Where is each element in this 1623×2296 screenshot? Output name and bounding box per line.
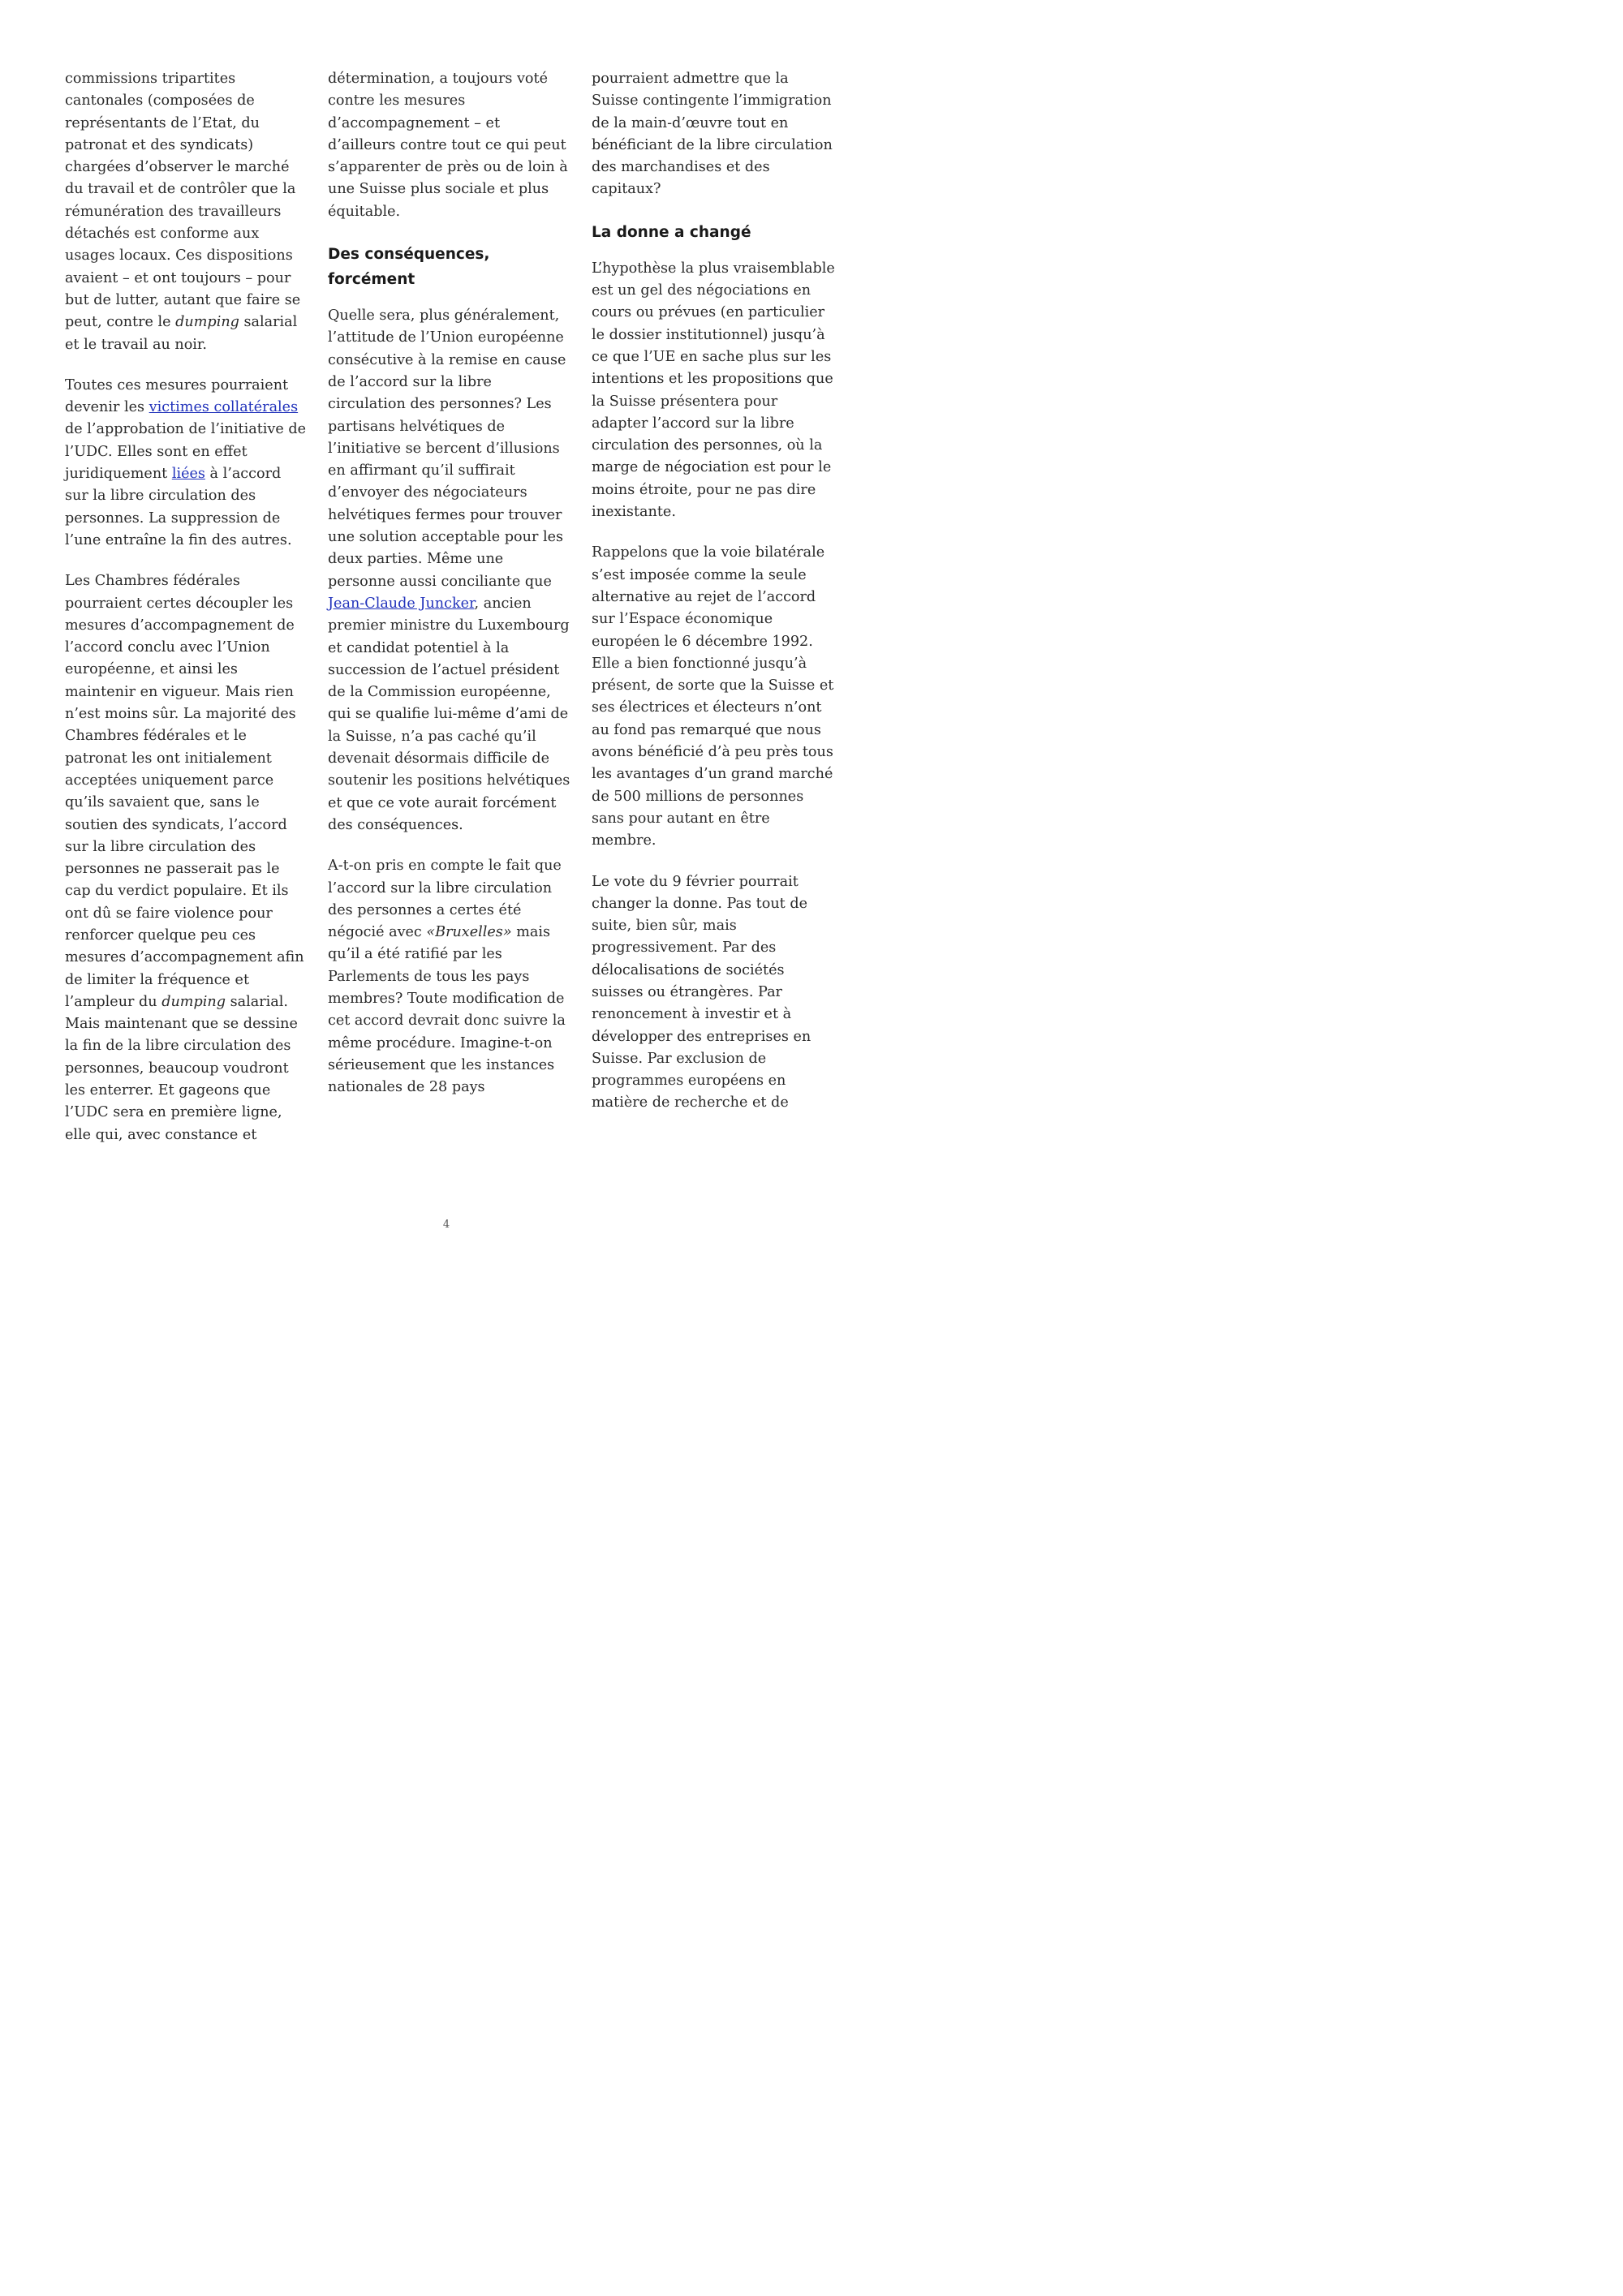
paragraph: pourraient admettre que la Suisse contingente l’immigration de la main-d’œuvre tout en bénéficiant de la libre circulation des marchandises et des capitaux? xyxy=(592,71,833,198)
paragraph: détermination, a toujours voté contre les mesures d’accompagnement – et d’ailleurs contre tout ce qui peut s’apparenter de près ou de loin à une Suisse plus sociale et plus équitable. xyxy=(328,71,568,220)
section-heading: La donne a changé xyxy=(592,223,751,241)
paragraph: A-t-on pris en compte le fait que l’accord sur la libre circulation des personnes a certes été négocié avec «Bruxelles» mais qu’il a été ratifié par les Parlements de tous les pays membres? Toute modification de cet accord devrait donc suivre la même procédure. Imagine-t-on sérieusement que les instances nationales de 28 pays xyxy=(328,858,566,1096)
paragraph: Le vote du 9 février pourrait changer la donne. Pas tout de suite, bien sûr, mais progressivement. Par des délocalisations de sociétés suisses ou étrangères. Par renoncement à investir et à développer des entreprises en Suisse. Par exclusion de programmes européens en matière de recherche et de xyxy=(592,873,812,1111)
link-jean-claude-juncker[interactable]: Jean-Claude Juncker xyxy=(328,595,475,612)
link-victimes-collaterales[interactable]: victimes collatérales xyxy=(149,399,299,416)
paragraph: Quelle sera, plus généralement, l’attitude de l’Union européenne consécutive à la remise en cause de l’accord sur la libre circulation des personnes? Les partisans helvétiques de l’initiative se bercent d’illusions en affirmant qu’il suffirait d’envoyer des négociateurs helvétiques fermes pour trouver une solution acceptable pour les deux parties. Même une personne aussi conciliante que Jean-Claude Juncker, ancien premier ministre du Luxembourg et candidat potentiel à la succession de l’actuel président de la Commission européenne, qui se qualifie lui-même d’ami de la Suisse, n’a pas caché qu’il devenait désormais difficile de soutenir les positions helvétiques et que ce vote aurait forcément des conséquences. xyxy=(328,307,570,833)
column-left xyxy=(65,68,308,1165)
paragraph: Toutes ces mesures pourraient devenir les victimes collatérales de l’approbation de l’initiative de l’UDC. Elles sont en effet juridiquement liées à l’accord sur la libre circulation des personnes. La suppression de l’une entraîne la fin des autres. xyxy=(65,376,307,548)
paragraph: commissions tripartites cantonales (composées de représentants de l’Etat, du patronat et des syndicats) chargées d’observer le marché du travail et de contrôler que la rémunération des travailleurs détachés est conforme aux usages locaux. Ces dispositions avaient – et ont toujours – pour but de lutter, autant que faire se peut, contre le dumping salarial et le travail au noir. xyxy=(65,71,301,353)
page-number: 4 xyxy=(442,1219,450,1231)
paragraph: L’hypothèse la plus vraisemblable est un gel des négociations en cours ou prévues (en particulier le dossier institutionnel) jusqu’à ce que l’UE en sache plus sur les intentions et les propositions que la Suisse présentera pour adapter l’accord sur la libre circulation des personnes, où la marge de négociation est pour le moins étroite, pour ne pas dire inexistante. xyxy=(592,260,835,521)
paragraph: Les Chambres fédérales pourraient certes découpler les mesures d’accompagnement de l’accord conclu avec l’Union européenne, et ainsi les maintenir en vigueur. Mais rien n’est moins sûr. La majorité des Chambres fédérales et le patronat les ont initialement acceptées uniquement parce qu’ils savaient que, sans le soutien des syndicats, l’accord sur la libre circulation des personnes ne passerait pas le cap du verdict populaire. Et ils ont dû se faire violence pour renforcer quelque peu ces mesures d’accompagnement afin de limiter la fréquence et l’ampleur du dumping salarial. Mais maintenant que se dessine la fin de la libre circulation des personnes, beaucoup voudront les enterrer. Et gageons que l’UDC sera en première ligne, elle qui, avec constance et xyxy=(65,573,304,1143)
document-page xyxy=(0,0,893,1262)
section-heading: Des conséquences, forcément xyxy=(328,246,490,289)
column-right xyxy=(592,68,835,1133)
column-middle xyxy=(328,68,571,1117)
link-liees[interactable]: liées xyxy=(171,466,205,483)
paragraph: Rappelons que la voie bilatérale s’est imposée comme la seule alternative au rejet de l’accord sur l’Espace économique européen le 6 décembre 1992. Elle a bien fonctionné jusqu’à présent, de sorte que la Suisse et ses électrices et électeurs n’ont au fond pas remarqué que nous avons bénéficié d’à peu près tous les avantages d’un grand marché de 500 millions de personnes sans pour autant en être membre. xyxy=(592,544,834,849)
